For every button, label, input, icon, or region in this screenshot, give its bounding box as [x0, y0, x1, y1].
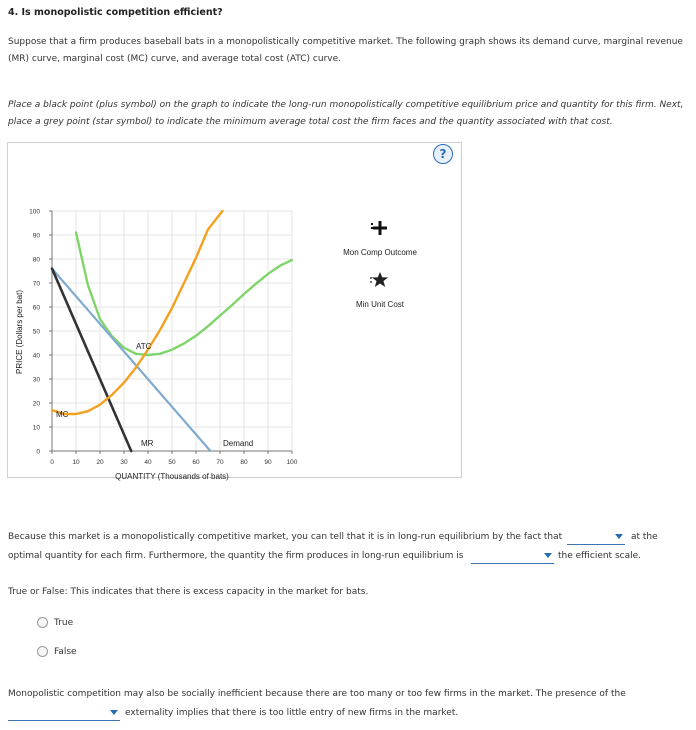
x-tick-label: 20: [96, 459, 104, 466]
plus-tool-label: Mon Comp Outcome: [343, 248, 417, 257]
star-tool-icon[interactable]: [370, 273, 387, 286]
x-tick-label: 70: [216, 459, 224, 466]
star-tool-label: Min Unit Cost: [355, 300, 405, 309]
y-axis-label: PRICE (Dollars per bat): [15, 289, 24, 375]
x-tick-label: 100: [286, 459, 298, 466]
dropdown-efficient-scale[interactable]: [471, 549, 554, 564]
chevron-down-icon: [110, 710, 118, 715]
y-tick-label: 90: [32, 232, 40, 240]
x-axis-label: QUANTITY (Thousands of bats): [115, 472, 229, 481]
true-false-prompt: True or False: This indicates that there is excess capacity in the market for bats.: [8, 587, 369, 597]
dropdown-externality[interactable]: [8, 706, 120, 721]
para2-line2-prefix: optimal quantity for each firm. Furthermore, the quantity the firm produces in long-run equilibrium is: [8, 551, 464, 561]
atc-curve: [76, 233, 292, 355]
intro-line-2: (MR) curve, marginal cost (MC) curve, and average total cost (ATC) curve.: [8, 54, 342, 64]
radio-true[interactable]: [37, 617, 48, 628]
para2-line2-suffix: the efficient scale.: [558, 551, 641, 561]
x-tick-label: 80: [240, 459, 248, 466]
y-tick-labels: [29, 209, 40, 456]
demand-label: Demand: [223, 439, 254, 448]
atc-label: ATC: [136, 342, 152, 351]
instruction-line-2: place a grey point (star symbol) to indicate the minimum average total cost the firm faces and the quantity associated with that cost.: [8, 117, 613, 127]
para2-line1-suffix: at the: [631, 532, 658, 542]
intro-line-1: Suppose that a firm produces baseball bats in a monopolistically competitive market. The following graph shows its demand curve, marginal revenue: [8, 37, 683, 47]
y-tick-label: 0: [36, 448, 40, 456]
y-tick-label: 100: [29, 208, 40, 216]
x-tick-label: 50: [168, 459, 176, 466]
help-icon[interactable]: ?: [433, 144, 453, 164]
y-tick-label: 30: [32, 376, 40, 384]
y-tick-label: 10: [32, 424, 40, 432]
chevron-down-icon: [544, 553, 552, 558]
x-tick-label: 0: [50, 459, 54, 466]
y-tick-label: 80: [32, 256, 40, 264]
x-tick-label: 60: [192, 459, 200, 466]
x-tick-label: 90: [264, 459, 272, 466]
question-title: 4. Is monopolistic competition efficient?: [8, 7, 223, 18]
gridlines: [52, 211, 292, 451]
plus-tool-icon[interactable]: [371, 221, 387, 235]
y-tick-label: 60: [32, 304, 40, 312]
y-tick-label: 40: [32, 352, 40, 360]
y-tick-label: 70: [32, 280, 40, 288]
mc-label: MC: [56, 410, 69, 419]
x-tick-labels: [50, 459, 298, 466]
mr-label: MR: [141, 439, 154, 448]
x-tick-label: 30: [120, 459, 128, 466]
axes: [49, 211, 292, 454]
chevron-down-icon: [615, 534, 623, 539]
y-tick-label: 50: [32, 328, 40, 336]
radio-false-label: False: [54, 647, 77, 657]
radio-false[interactable]: [37, 646, 48, 657]
para3-line1: Monopolistic competition may also be socially inefficient because there are too many or too few firms in the market. The presence of the: [8, 689, 626, 699]
instruction-line-1: Place a black point (plus symbol) on the graph to indicate the long-run monopolistically competitive equilibrium price and quantity for this firm. Next,: [8, 100, 684, 110]
y-tick-label: 20: [32, 400, 40, 408]
radio-true-label: True: [54, 618, 74, 628]
x-tick-label: 10: [72, 459, 80, 466]
x-tick-label: 40: [144, 459, 152, 466]
para2-line1-prefix: Because this market is a monopolistically competitive market, you can tell that it is in long-run equilibrium by the fact that: [8, 532, 563, 542]
dropdown-equilibrium-condition[interactable]: [567, 530, 625, 545]
para3-line2-suffix: externality implies that there is too little entry of new firms in the market.: [125, 708, 459, 718]
